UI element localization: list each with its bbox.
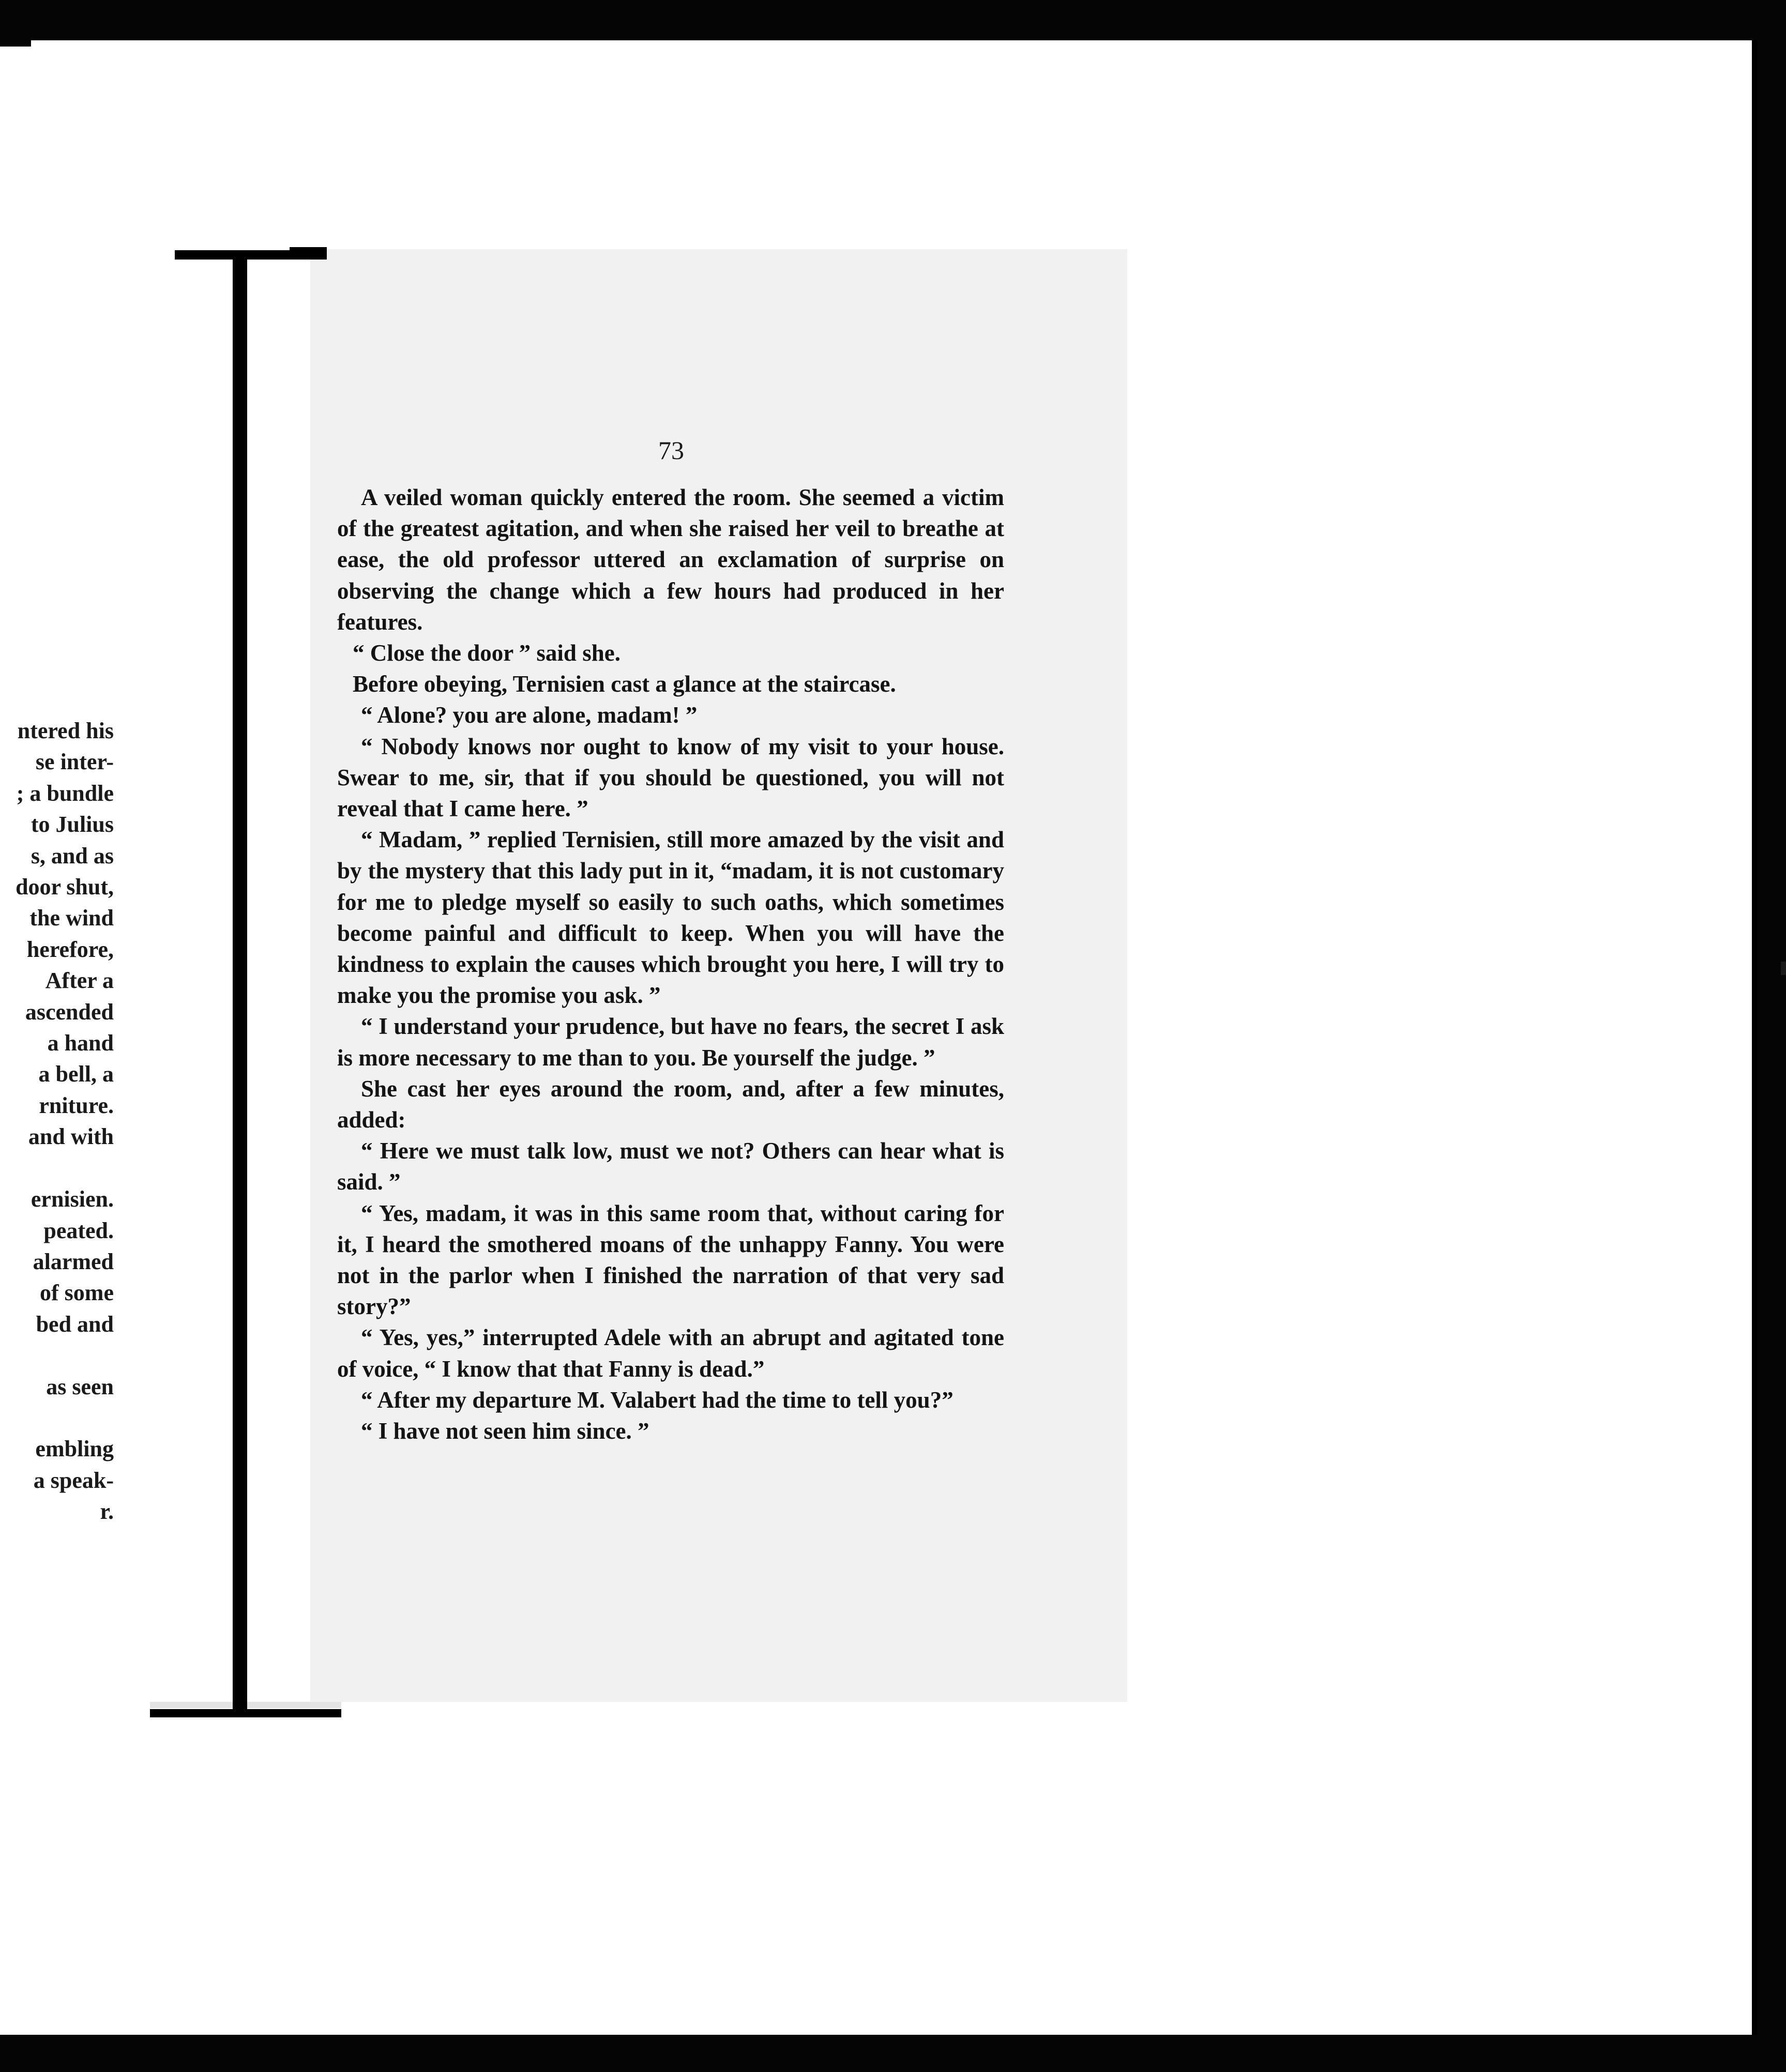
paragraph: “ Nobody knows nor ought to know of my visit to your house. Swear to me, sir, that if you should be questioned, you will not reveal that I came here. ” <box>337 733 1004 822</box>
gutter-bracket-top-cap <box>290 247 327 251</box>
page-body-text <box>337 482 1004 1446</box>
gutter-bracket <box>233 258 247 1709</box>
previous-page-line: s, and as <box>31 843 114 869</box>
previous-page-line: ascended <box>25 999 114 1025</box>
film-frame-right-inner <box>1752 40 1757 2035</box>
previous-page-fragment <box>0 0 228 2072</box>
film-frame-top <box>0 0 1786 40</box>
previous-page-line: a hand <box>47 1030 114 1056</box>
paragraph: She cast her eyes around the room, and, after a few minutes, added: <box>337 1075 1004 1133</box>
paragraph: “ I understand your prudence, but have no fears, the secret I ask is more necessary to me than to you. Be yourself the judge. ” <box>337 1013 1004 1071</box>
film-frame-bottom <box>0 2035 1786 2072</box>
gutter-bracket-top <box>175 250 327 260</box>
paragraph: “ Yes, madam, it was in this same room that, without caring for it, I heard the smothered moans of the unhappy Fanny. You were not in the parlor when I finished the narration of that very sad story?” <box>337 1200 1004 1320</box>
previous-page-line: r. <box>100 1499 114 1525</box>
paragraph: “ Close the door ” said she. <box>353 640 620 666</box>
film-frame-right <box>1757 0 1786 2072</box>
previous-page-line: embling <box>35 1436 114 1462</box>
previous-page-line: a speak- <box>33 1467 114 1493</box>
previous-page-line: and with <box>28 1124 114 1150</box>
paragraph: “ Madam, ” replied Ternisien, still more amazed by the visit and by the mystery that this lady put in it, “madam, it is not customary for me to pledge myself so easily to such oaths, which sometimes become painful and difficult to keep. When you will have the kindness to explain the causes which brought you here, I will try to make you the promise you ask. ” <box>337 827 1004 1009</box>
paragraph: “ Here we must talk low, must we not? Others can hear what is said. ” <box>337 1138 1004 1195</box>
paragraph: “ Yes, yes,” interrupted Adele with an abrupt and agitated tone of voice, “ I know that that Fanny is dead.” <box>337 1324 1004 1382</box>
film-edge-mark <box>1781 962 1786 975</box>
previous-page-line: door shut, <box>16 874 114 900</box>
previous-page-line: a bell, a <box>38 1061 114 1087</box>
previous-page-line: the wind <box>29 905 114 931</box>
previous-page-line: of some <box>40 1280 114 1306</box>
previous-page-line <box>0 1340 114 1371</box>
previous-page-line: bed and <box>36 1311 114 1337</box>
previous-page-line <box>0 1153 114 1184</box>
gutter-bracket-bottom <box>150 1709 341 1717</box>
previous-page-line: herefore, <box>26 936 114 962</box>
page-number: 73 <box>658 436 684 465</box>
paragraph: Before obeying, Ternisien cast a glance at the staircase. <box>353 671 896 697</box>
paragraph: “ I have not seen him since. ” <box>361 1418 649 1444</box>
previous-page-text <box>0 715 114 1528</box>
previous-page-line: as seen <box>46 1374 114 1399</box>
previous-page-line: ; a bundle <box>16 780 114 806</box>
previous-page-line: to Julius <box>31 812 114 837</box>
previous-page-line: ntered his <box>17 718 114 743</box>
paragraph: “ Alone? you are alone, madam! ” <box>361 702 698 728</box>
previous-page-line: rniture. <box>39 1092 114 1118</box>
previous-page-line: alarmed <box>33 1248 114 1274</box>
previous-page-line: After a <box>45 968 114 994</box>
paragraph: “ After my departure M. Valabert had the time to tell you?” <box>361 1387 953 1413</box>
paragraph: A veiled woman quickly entered the room. She seemed a victim of the greatest agitation, and when she raised her veil to breathe at ease, the old professor uttered an exclamation of surprise on observing the change which a few hours had produced in her features. <box>337 484 1004 635</box>
previous-page-line <box>0 1403 114 1434</box>
previous-page-line: se inter- <box>35 749 114 775</box>
previous-page-line: ernisien. <box>31 1186 114 1212</box>
previous-page-line: peated. <box>43 1217 114 1243</box>
